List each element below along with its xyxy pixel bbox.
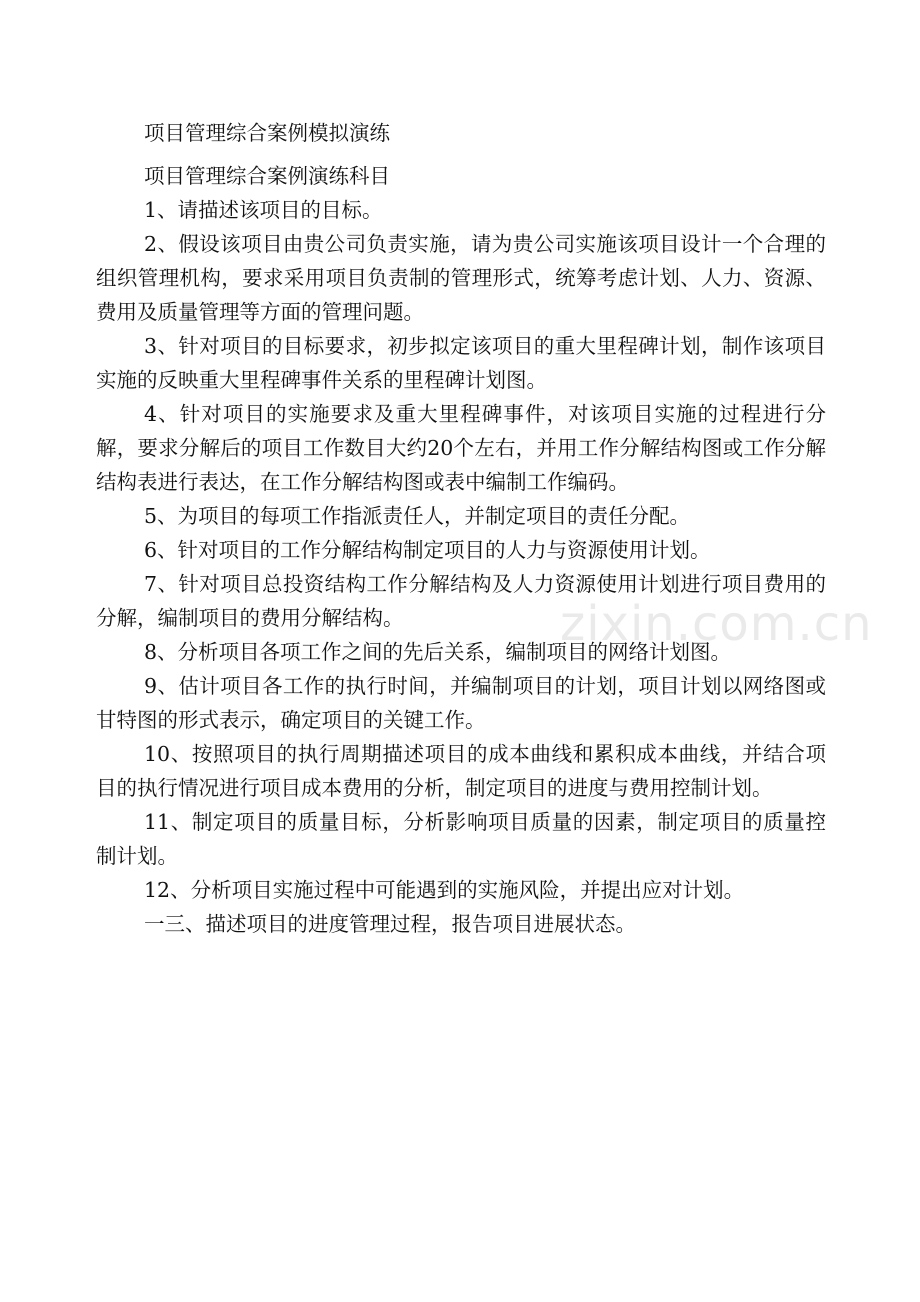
- document-body: [96, 116, 826, 941]
- task-item-9: 9、估计项目各工作的执行时间，并编制项目的计划，项目计划以网络图或甘特图的形式表示，确定项目的关键工作。: [96, 674, 826, 732]
- task-item-3: 3、针对项目的目标要求，初步拟定该项目的重大里程碑计划，制作该项目实施的反映重大里程碑事件关系的里程碑计划图。: [96, 334, 826, 392]
- task-item-11: 11、制定项目的质量目标，分析影响项目质量的因素，制定项目的质量控制计划。: [96, 810, 826, 868]
- task-item-12: 12、分析项目实施过程中可能遇到的实施风险，并提出应对计划。: [144, 878, 745, 902]
- task-item-13: 一三、描述项目的进度管理过程，报告项目进展状态。: [144, 912, 636, 936]
- task-item-2: 2、假设该项目由贵公司负责实施，请为贵公司实施该项目设计一个合理的组织管理机构，要求采用项目负责制的管理形式，统筹考虑计划、人力、资源、费用及质量管理等方面的管理问题。: [96, 232, 826, 324]
- task-item-7: 7、针对项目总投资结构工作分解结构及人力资源使用计划进行项目费用的分解，编制项目的费用分解结构。: [96, 572, 826, 630]
- document-subtitle: 项目管理综合案例演练科目: [144, 164, 390, 188]
- task-item-1: 1、请描述该项目的目标。: [144, 198, 383, 222]
- site-watermark: zixin.com.cn: [560, 596, 873, 652]
- task-item-4: 4、针对项目的实施要求及重大里程碑事件，对该项目实施的过程进行分解，要求分解后的项目工作数目大约20个左右，并用工作分解结构图或工作分解结构表进行表达，在工作分解结构图或表中编制工作编码。: [96, 402, 826, 494]
- task-item-6: 6、针对项目的工作分解结构制定项目的人力与资源使用计划。: [144, 538, 711, 562]
- task-item-8: 8、分析项目各项工作之间的先后关系，编制项目的网络计划图。: [144, 640, 732, 664]
- task-item-10: 10、按照项目的执行周期描述项目的成本曲线和累积成本曲线，并结合项目的执行情况进行项目成本费用的分析，制定项目的进度与费用控制计划。: [96, 742, 826, 800]
- document-title: 项目管理综合案例模拟演练: [144, 121, 390, 145]
- task-item-5: 5、为项目的每项工作指派责任人，并制定项目的责任分配。: [144, 504, 691, 528]
